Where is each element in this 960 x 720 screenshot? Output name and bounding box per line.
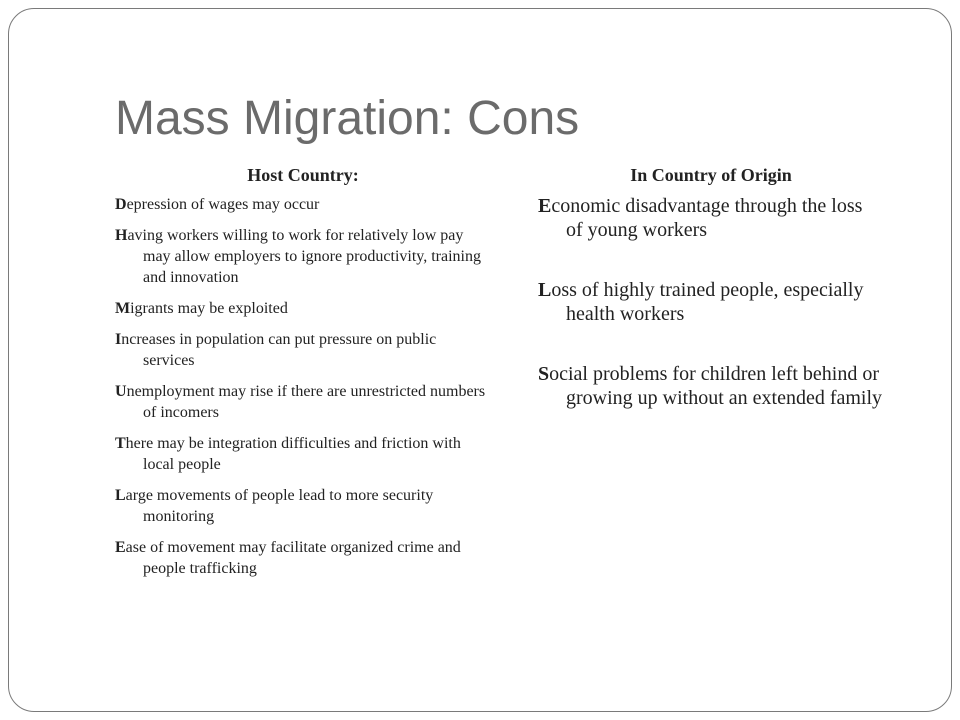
list-item — [115, 485, 491, 527]
item-initial: T — [115, 435, 126, 452]
item-text: igrants may be exploited — [130, 300, 288, 317]
list-item — [115, 194, 491, 215]
item-text: conomic disadvantage through the loss of young workers — [551, 195, 863, 241]
host-country-list — [115, 194, 491, 579]
list-item — [115, 537, 491, 579]
slide — [8, 8, 952, 712]
item-text: oss of highly trained people, especially health workers — [551, 279, 864, 325]
country-of-origin-column — [538, 163, 884, 446]
host-country-column — [115, 163, 491, 589]
country-of-origin-heading: In Country of Origin — [630, 165, 792, 185]
item-text: ncreases in population can put pressure on public services — [121, 331, 437, 369]
item-text: ase of movement may facilitate organized crime and people trafficking — [125, 539, 461, 577]
list-item — [538, 278, 884, 326]
list-item — [115, 433, 491, 475]
host-country-heading: Host Country: — [247, 165, 359, 185]
item-text: here may be integration difficulties and friction with local people — [125, 435, 461, 473]
item-text: ocial problems for children left behind or growing up without an extended family — [549, 363, 883, 409]
item-initial: E — [115, 539, 126, 556]
list-item — [115, 329, 491, 371]
slide-title: Mass Migration: Cons — [115, 92, 580, 145]
item-initial: L — [538, 279, 552, 301]
item-initial: H — [115, 227, 128, 244]
item-initial: L — [115, 487, 126, 504]
list-item — [115, 298, 491, 319]
list-item — [115, 381, 491, 423]
list-item — [538, 194, 884, 242]
item-initial: I — [115, 331, 122, 348]
item-initial: U — [115, 383, 127, 400]
item-text: arge movements of people lead to more security monitoring — [125, 487, 434, 525]
item-text: epression of wages may occur — [126, 196, 320, 213]
list-item — [538, 362, 884, 410]
country-of-origin-list — [538, 194, 884, 410]
item-initial: S — [538, 363, 550, 385]
item-initial: M — [115, 300, 131, 317]
item-text: nemployment may rise if there are unrestricted numbers of incomers — [126, 383, 486, 421]
item-initial: E — [538, 195, 552, 217]
item-initial: D — [115, 196, 127, 213]
item-text: aving workers willing to work for relatively low pay may allow employers to ignore productivity, training and innovation — [127, 227, 481, 286]
list-item — [115, 225, 491, 288]
